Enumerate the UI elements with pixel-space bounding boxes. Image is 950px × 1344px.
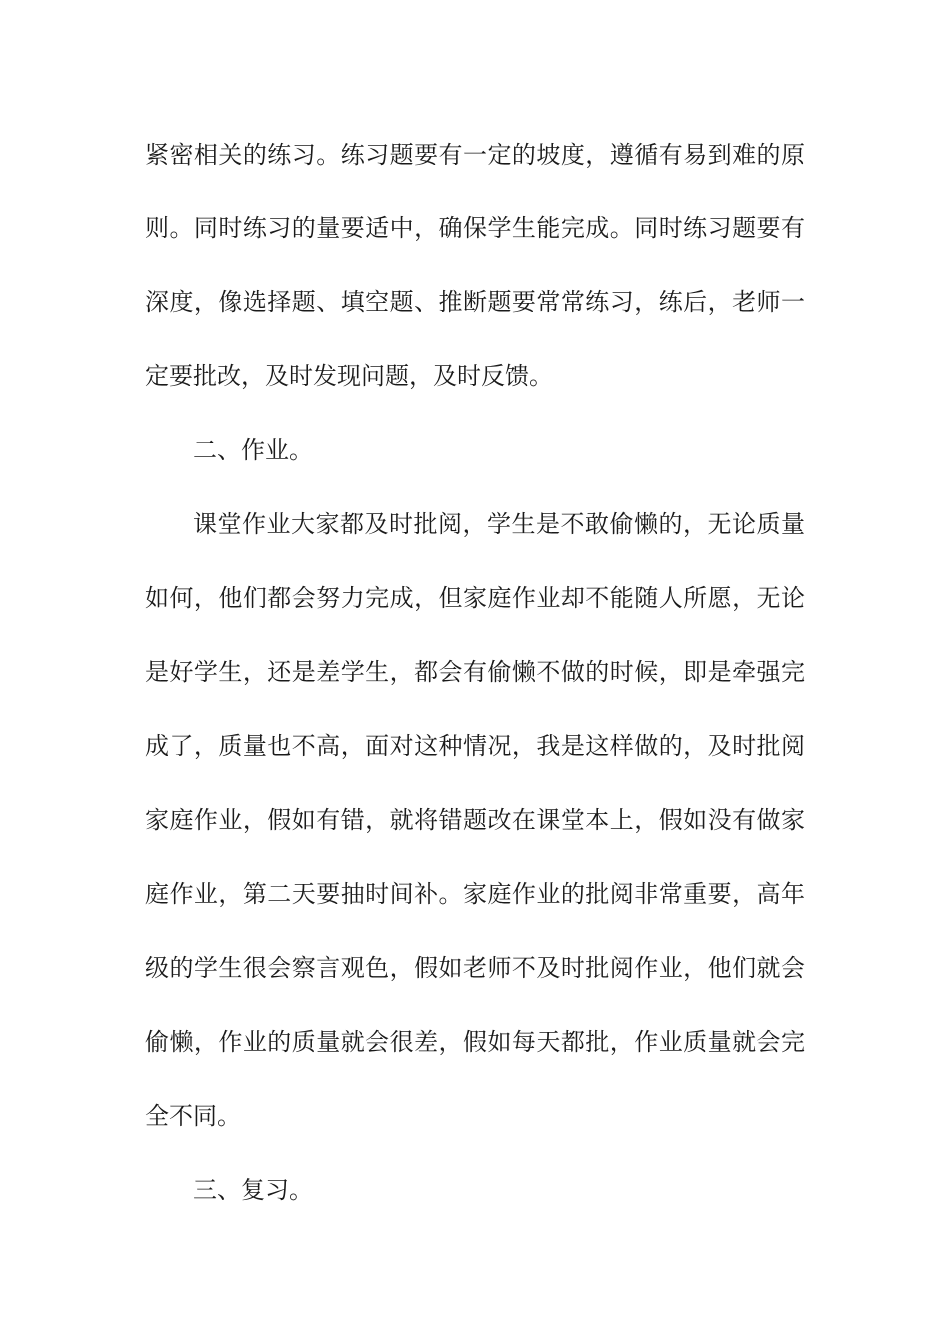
paragraph-2-line-8: 偷懒，作业的质量就会很差，假如每天都批，作业质量就会完 [145,1028,805,1056]
paragraph-1-line-3: 深度，像选择题、填空题、推断题要常常练习，练后，老师一 [145,288,805,316]
paragraph-2-line-6: 庭作业，第二天要抽时间补。家庭作业的批阅非常重要，高年 [145,880,805,908]
paragraph-2-line-2: 如何，他们都会努力完成，但家庭作业却不能随人所愿，无论 [145,584,805,612]
paragraph-2-line-3: 是好学生，还是差学生，都会有偷懒不做的时候，即是牵强完 [145,658,805,686]
paragraph-1-line-4: 定要批改，及时发现问题，及时反馈。 [145,362,553,390]
paragraph-2-line-9: 全不同。 [145,1102,241,1130]
paragraph-2-line-1: 课堂作业大家都及时批阅，学生是不敢偷懒的，无论质量 [193,510,805,538]
section-heading-2: 二、作业。 [193,436,313,464]
paragraph-2-line-4: 成了，质量也不高，面对这种情况，我是这样做的，及时批阅 [145,732,805,760]
paragraph-2-line-5: 家庭作业，假如有错，就将错题改在课堂本上，假如没有做家 [145,806,805,834]
paragraph-1-line-2: 则。同时练习的量要适中，确保学生能完成。同时练习题要有 [145,214,805,242]
paragraph-2-line-7: 级的学生很会察言观色，假如老师不及时批阅作业，他们就会 [145,954,805,982]
section-heading-3: 三、复习。 [193,1176,313,1204]
paragraph-1-line-1: 紧密相关的练习。练习题要有一定的坡度，遵循有易到难的原 [145,141,805,169]
